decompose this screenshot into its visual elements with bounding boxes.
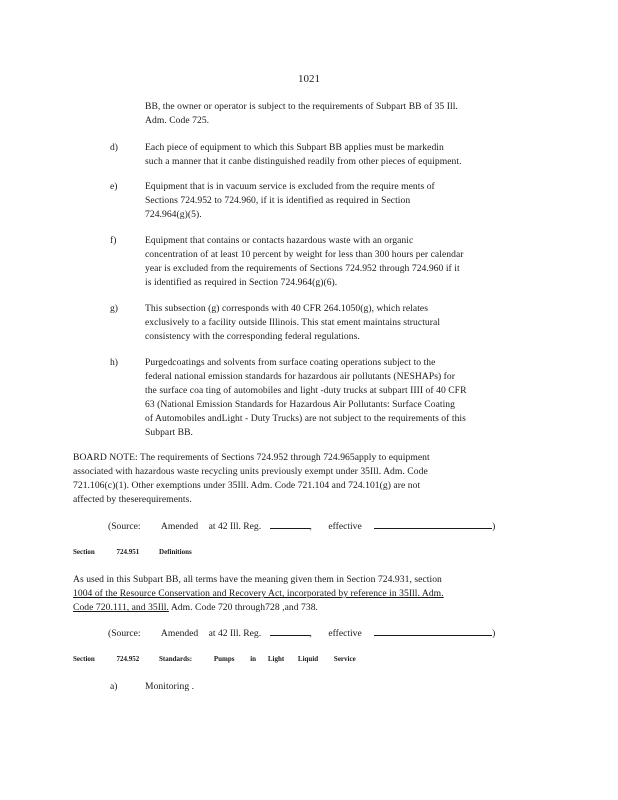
section-number: 724.952 [116, 655, 140, 663]
item-f-line: is identified as required in Section 724.964(g)(6). [145, 277, 338, 288]
item-h-line: Purgedcoatings and solvents from surface coating operations subject to the [145, 357, 436, 368]
section-title-word: Light [267, 655, 285, 663]
board-note-line: associated with hazardous waste recycling units previously exempt under 35Ill. Adm. Code [73, 466, 428, 477]
item-label-a: a) [110, 681, 118, 692]
item-label-d: d) [110, 142, 118, 153]
source-label: (Source: [108, 628, 141, 639]
item-f-line: concentration of at least 10 percent by weight for less than 300 hours per calendar [145, 249, 464, 260]
effective-blank [374, 519, 492, 529]
item-label-f: f) [110, 235, 117, 246]
definitions-line-underlined: 1004 of the Resource Conservation and Recovery Act, incorporated by reference in 35Ill. Adm. [73, 588, 444, 599]
reg-blank [270, 626, 310, 636]
item-f-line: year is excluded from the requirements of Sections 724.952 through 724.960 if it [145, 263, 460, 274]
effective-label: effective [328, 521, 362, 532]
item-d-line: such a manner that it canbe distinguished readily from other pieces of equipment. [145, 156, 462, 167]
item-d-line: Each piece of equipment to which this Subpart BB applies must be markedin [145, 142, 444, 153]
close-paren: ) [492, 628, 496, 639]
item-g-line: This subsection (g) corresponds with 40 CFR 264.1050(g), which relates [145, 303, 429, 314]
section-title-word: Standards: [159, 655, 193, 663]
definitions-rest: Adm. Code 720 through728 ,and 738. [170, 602, 319, 613]
definitions-line: As used in this Subpart BB, all terms have the meaning given them in Section 724.931, section [73, 574, 442, 585]
source-note [108, 626, 495, 639]
section-title: Definitions [159, 548, 192, 556]
item-e-line: Equipment that is in vacuum service is excluded from the require ments of [145, 181, 435, 192]
page-number: 1021 [298, 73, 320, 85]
comma: , [309, 521, 312, 532]
item-f-line: Equipment that contains or contacts hazardous waste with an organic [145, 235, 414, 246]
amended-label: Amended [160, 521, 199, 532]
intro-line: BB, the owner or operator is subject to the requirements of Subpart BB of 35 Ill. [145, 101, 458, 112]
amended-label: Amended [160, 628, 199, 639]
item-label-g: g) [110, 303, 118, 314]
section-number: 724.951 [116, 548, 140, 556]
section-heading-951 [73, 548, 192, 556]
board-note-line: affected by theserequirements. [73, 494, 192, 505]
item-e-line: 724.964(g)(5). [145, 209, 202, 220]
section-title-word: in [250, 655, 257, 663]
reg-label: at 42 Ill. Reg. [208, 628, 262, 639]
item-h-line: 63 (National Emission Standards for Hazardous Air Pollutants: Surface Coating [145, 399, 455, 410]
reg-blank [270, 519, 310, 529]
item-h-line: Subpart BB. [145, 427, 193, 438]
source-label: (Source: [108, 521, 141, 532]
board-note-line: BOARD NOTE: The requirements of Sections 724.952 through 724.965apply to equipment [73, 452, 430, 463]
item-h-line: of Automobiles andLight - Duty Trucks) are not subject to the requirements of this [145, 413, 466, 424]
item-h-line: federal national emission standards for hazardous air pollutants (NESHAPs) for [145, 371, 456, 382]
item-label-h: h) [110, 357, 118, 368]
section-heading-952 [73, 655, 356, 663]
board-note-line: 721.106(c)(1). Other exemptions under 35Ill. Adm. Code 721.104 and 724.101(g) are not [73, 480, 421, 491]
item-h-line: the surface coa ting of automobiles and light -duty trucks at subpart IIII of 40 CFR [145, 385, 467, 396]
item-g-line: exclusively to a facility outside Illinois. This stat ement maintains structural [145, 317, 441, 328]
section-word: Section [73, 548, 95, 556]
definitions-underlined-part: Code 720.111, and 35Ill. [73, 602, 169, 613]
effective-label: effective [328, 628, 362, 639]
section-word: Section [73, 655, 95, 663]
reg-label: at 42 Ill. Reg. [208, 521, 262, 532]
section-title-word: Pumps [213, 655, 235, 663]
section-title-word: Liquid [297, 655, 319, 663]
definitions-line [73, 601, 543, 615]
intro-line: Adm. Code 725. [145, 115, 210, 126]
effective-blank [374, 626, 492, 636]
item-label-e: e) [110, 181, 118, 192]
section-title-word: Service [333, 655, 356, 663]
item-e-line: Sections 724.952 to 724.960, if it is identified as required in Section [145, 195, 411, 206]
item-g-line: consistency with the corresponding federal regulations. [145, 331, 360, 342]
monitoring-text: Monitoring . [145, 681, 195, 692]
close-paren: ) [492, 521, 496, 532]
comma: , [309, 628, 312, 639]
source-note [108, 519, 495, 532]
